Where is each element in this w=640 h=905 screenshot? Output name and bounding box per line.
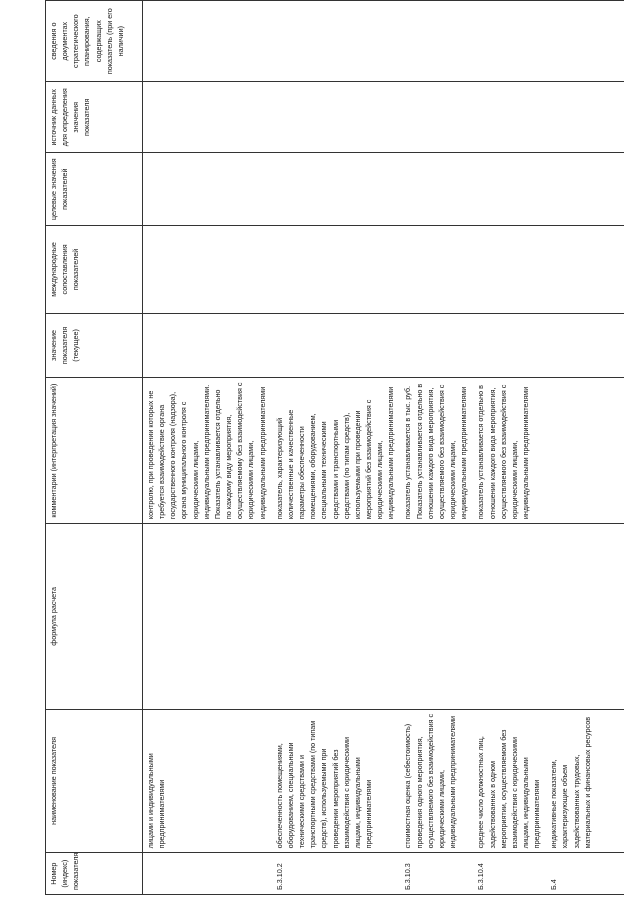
table-row — [471, 1, 544, 895]
row-index: Б.3.10.3 — [398, 853, 471, 895]
row-name: стоимостная оценка (себестоимость) проведения одного мероприятия, осуществляемого без взаимодействия с юридическими лицами, индивидуальными предпринимателями — [398, 709, 471, 853]
row-index — [143, 853, 270, 895]
row-comment — [544, 378, 624, 524]
table-header-row — [46, 1, 143, 895]
row-name: индикативные показатели, характеризующие объем задействованных трудовых, материальных и финансовых ресурсов — [544, 709, 624, 853]
header-source: источник данных для определения значения показателя — [46, 82, 143, 153]
row-index: Б.3.10.4 — [471, 853, 544, 895]
row-comment: показатель, характеризующий количественные и качественные параметры обеспеченности помещениями, оборудованием, специальными техническими средствами и транспортными средствами (по типам средств), используемыми при проведении мероприятий без взаимодействия с юридическими лицами, индивидуальными предпринимателями — [270, 378, 399, 524]
header-index: Номер (индекс) показателя — [46, 853, 143, 895]
table-row — [398, 1, 471, 895]
row-comment: показатель устанавливается отдельно в отношении каждого вида мероприятия, осуществляемого без взаимодействия с юридическими лицами, индивидуальными предпринимателями — [471, 378, 544, 524]
table-row — [544, 1, 624, 895]
row-formula — [544, 524, 624, 709]
header-formula: формула расчета — [46, 524, 143, 709]
row-formula — [471, 524, 544, 709]
header-docs: сведения о документах стратегического планирования, содержащих показатель (при его наличии) — [46, 1, 143, 82]
row-formula — [398, 524, 471, 709]
row-name: лицами и индивидуальными предпринимателями — [143, 709, 270, 853]
header-comments: комментарии (интерпретация значений) — [46, 378, 143, 524]
row-index: Б.4 — [544, 853, 624, 895]
indicators-table — [45, 0, 624, 895]
row-comment: показатель устанавливается в тыс. руб. Показатель устанавливается отдельно в отношении каждого вида мероприятия, осуществляемого без взаимодействия с юридическими лицами, индивидуальными предпринимателями — [398, 378, 471, 524]
table-row — [143, 1, 270, 895]
row-comment: контролю, при проведении которых не требуется взаимодействие органа государственного контроля (надзора), органа муниципального контроля с юридическими лицами, индивидуальными предпринимателями. Показатель устанавливается отдельно по каждому виду мероприятия, осуществляемому без взаимодействия с юридическими лицами, индивидуальными предпринимателями — [143, 378, 270, 524]
header-intl: международные сопоставления показателей — [46, 226, 143, 314]
header-target: целевые значения показателей — [46, 153, 143, 226]
row-name: обеспеченность помещениями, оборудованием, специальными техническими средствами и транспортными средствами (по типам средств), используемыми при проведении мероприятий без взаимодействия с юридическими лицами, индивидуальными предпринимателями — [270, 709, 399, 853]
header-name: наименование показателя — [46, 709, 143, 853]
row-index: Б.3.10.2 — [270, 853, 399, 895]
row-formula — [270, 524, 399, 709]
row-name: среднее число должностных лиц, задействованных в одном мероприятии, осуществляемом без взаимодействия с юридическими лицами, индивидуальными предпринимателями — [471, 709, 544, 853]
row-formula — [143, 524, 270, 709]
table-row — [270, 1, 399, 895]
header-value: значение показателя (текущее) — [46, 313, 143, 378]
